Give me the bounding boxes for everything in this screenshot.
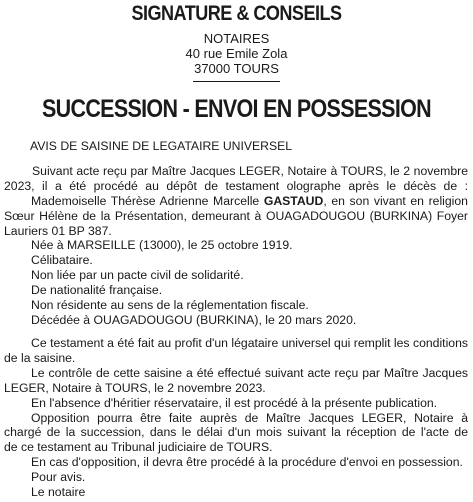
testament-paragraph-line: Ce testament a été fait au profit d'un légataire universel qui remplit les conditions bbox=[31, 335, 468, 350]
control-paragraph-line: LEGER, Notaire à TOURS, le 2 novembre 2023. bbox=[4, 380, 266, 395]
signature-text: Le notaire bbox=[31, 485, 86, 500]
testament-paragraph-line: de la saisine. bbox=[4, 350, 76, 365]
civil-status-fact: Célibataire. bbox=[31, 253, 93, 268]
deceased-name-line bbox=[31, 194, 468, 209]
deceased-surname: GASTAUD bbox=[263, 193, 324, 208]
residence-fact: Non résidente au sens de la réglementation fiscale. bbox=[31, 298, 309, 313]
deceased-name-suffix: , en son vivant en religion bbox=[323, 193, 468, 208]
notice-headline: SUCCESSION - ENVOI EN POSSESSION bbox=[42, 95, 431, 123]
deposit-paragraph-line: Suivant acte reçu par Maître Jacques LEGER, Notaire à TOURS, le 2 novembre bbox=[32, 163, 468, 178]
firm-street: 40 rue Emile Zola bbox=[185, 46, 288, 61]
deceased-name-prefix: Mademoiselle Thérèse Adrienne Marcelle bbox=[31, 193, 264, 208]
deposit-paragraph-line: Lauriers 01 BP 387. bbox=[4, 223, 112, 238]
deposit-paragraph-line: 2023, il a été procédé au dépôt de testament olographe après le décès de : bbox=[4, 178, 468, 193]
firm-role: NOTAIRES bbox=[203, 31, 270, 46]
notice-subtitle: AVIS DE SAISINE DE LEGATAIRE UNIVERSEL bbox=[30, 139, 293, 153]
birth-fact: Née à MARSEILLE (13000), le 25 octobre 1919. bbox=[31, 238, 293, 253]
header-divider bbox=[193, 81, 280, 82]
opposition-paragraph-line: Opposition pourra être faite auprès de Maître Jacques LEGER, Notaire à bbox=[31, 410, 468, 425]
firm-name: SIGNATURE & CONSEILS bbox=[131, 2, 342, 25]
pacs-fact: Non liée par un pacte civil de solidarité. bbox=[31, 268, 244, 283]
nationality-fact: De nationalité française. bbox=[31, 283, 163, 298]
deposit-paragraph-line: Sœur Hélène de la Présentation, demeurant à OUAGADOUGOU (BURKINA) Foyer bbox=[4, 208, 468, 223]
closing-text: Pour avis. bbox=[31, 470, 86, 485]
control-paragraph-line: Le contrôle de cette saisine a été effectué suivant acte reçu par Maître Jacques bbox=[31, 365, 468, 380]
opposition-paragraph-line: de ce testament au Tribunal judiciaire de TOURS. bbox=[4, 440, 273, 455]
opposition-paragraph-line: chargé de la succession, dans le délai d'un mois suivant la réception de l'acte de bbox=[4, 425, 468, 440]
firm-city: 37000 TOURS bbox=[194, 61, 279, 76]
publication-paragraph: En l'absence d'héritier réservataire, il est procédé à la présente publication. bbox=[31, 395, 438, 410]
death-fact: Décédée à OUAGADOUGOU (BURKINA), le 20 mars 2020. bbox=[31, 313, 357, 328]
possession-paragraph: En cas d'opposition, il devra être procédé à la procédure d'envoi en possession. bbox=[31, 455, 463, 470]
